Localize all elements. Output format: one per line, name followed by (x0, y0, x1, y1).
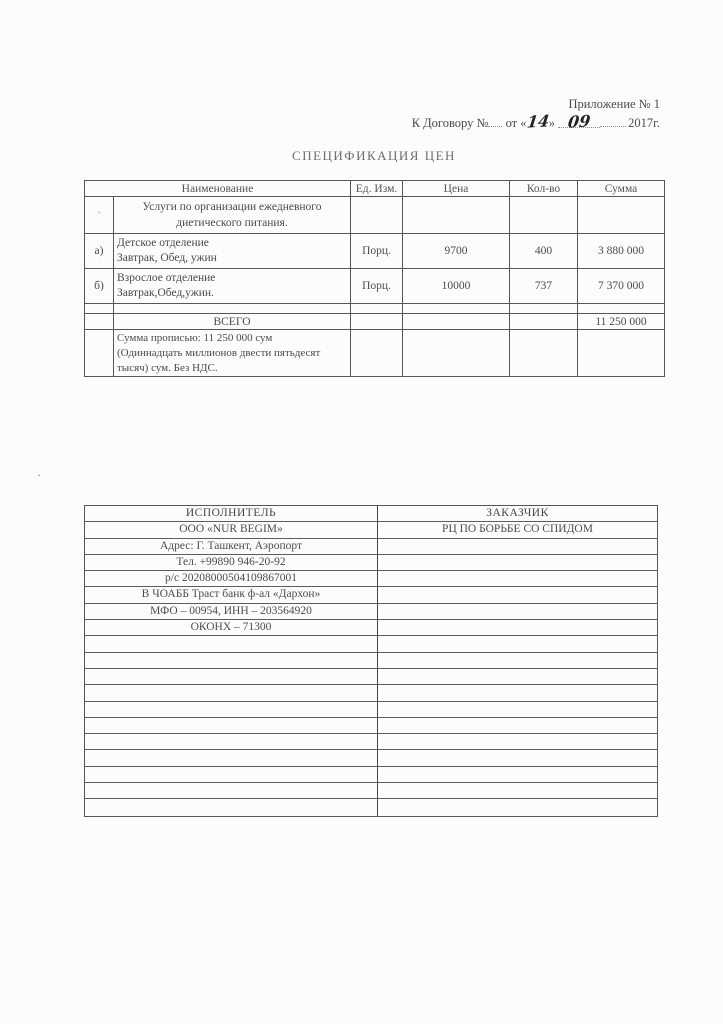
empty-cell (578, 304, 665, 314)
executor-mfo-inn-row (85, 604, 657, 620)
year-blank (600, 115, 626, 127)
row-letter-cell: б) (85, 269, 114, 304)
empty-cell (378, 783, 657, 798)
empty-cell (510, 330, 578, 377)
empty-cell (85, 314, 114, 330)
executor-okonh: ОКОНХ – 71300 (85, 620, 378, 635)
executor-header: ИСПОЛНИТЕЛЬ (85, 506, 378, 521)
empty-cell (403, 330, 510, 377)
contract-year: 2017г. (628, 116, 660, 130)
unit-cell: Порц. (351, 234, 403, 269)
spacer-row (85, 304, 665, 314)
col-header-qty: Кол-во (510, 181, 578, 197)
item-row-children-dept (85, 234, 665, 269)
empty-cell (378, 669, 657, 684)
empty-cell (351, 314, 403, 330)
appendix-label: Приложение № 1 (568, 97, 660, 111)
empty-signature-row (85, 685, 657, 701)
executor-phone-row (85, 555, 657, 571)
empty-cell (378, 653, 657, 668)
unit-cell: Порц. (351, 269, 403, 304)
customer-name: РЦ ПО БОРЬБЕ СО СПИДОМ (442, 523, 593, 536)
amount-in-words-cell (114, 330, 351, 377)
empty-cell (85, 783, 378, 798)
item-name-cell (114, 269, 351, 304)
service-name-cell (114, 197, 351, 234)
executor-account: р/с 20208000504109867001 (85, 571, 378, 586)
empty-cell (378, 636, 657, 651)
row-number-cell (85, 197, 114, 234)
empty-signature-row (85, 702, 657, 718)
empty-cell (510, 314, 578, 330)
item-row-adult-dept (85, 269, 665, 304)
price-specification-table (84, 180, 665, 377)
sum-cell: 3 880 000 (578, 234, 665, 269)
empty-cell (85, 750, 378, 765)
empty-signature-row (85, 653, 657, 669)
party-names-row (85, 522, 657, 538)
service-name-line: Услуги по организации ежедневного (142, 201, 322, 213)
empty-cell (85, 636, 378, 651)
customer-blank-cell (378, 620, 657, 635)
qty-cell: 400 (510, 234, 578, 269)
item-name-line: Детское отделение (117, 237, 209, 249)
customer-blank-cell (378, 587, 657, 602)
empty-cell (378, 702, 657, 717)
customer-blank-cell (378, 555, 657, 570)
amount-in-words-line: (Одиннадцать миллионов двести пятьдесят (117, 346, 321, 359)
price-table-header-row (85, 181, 665, 197)
document-header (300, 96, 660, 132)
contract-from-word: от (505, 116, 518, 130)
col-header-sum: Сумма (578, 181, 665, 197)
sum-cell: 7 370 000 (578, 269, 665, 304)
customer-blank-cell (378, 539, 657, 554)
customer-blank-cell (378, 604, 657, 619)
row-letter-cell: а) (85, 234, 114, 269)
empty-cell (85, 330, 114, 377)
handwritten-day: 14 (525, 111, 551, 132)
empty-signature-row (85, 750, 657, 766)
qty-cell (510, 197, 578, 234)
empty-cell (378, 734, 657, 749)
executor-address-row (85, 539, 657, 555)
empty-cell (510, 304, 578, 314)
empty-cell (85, 718, 378, 733)
amount-in-words-row (85, 330, 665, 377)
empty-cell (85, 685, 378, 700)
total-row (85, 314, 665, 330)
executor-bank: В ЧОАББ Траст банк ф-ал «Дархон» (85, 587, 378, 602)
empty-cell (85, 767, 378, 782)
sum-cell (578, 197, 665, 234)
item-name-line: Завтрак,Обед,ужин. (117, 287, 214, 299)
unit-cell (351, 197, 403, 234)
empty-cell (85, 653, 378, 668)
item-name-line: Завтрак, Обед, ужин (117, 252, 217, 264)
empty-cell (403, 314, 510, 330)
empty-cell (85, 669, 378, 684)
item-name-line: Взрослое отделение (117, 272, 216, 284)
empty-signature-row (85, 669, 657, 685)
service-description-row (85, 197, 665, 234)
empty-cell (378, 685, 657, 700)
price-cell: 9700 (403, 234, 510, 269)
empty-cell (378, 750, 657, 765)
total-label-cell: ВСЕГО (114, 314, 351, 330)
signature-details-table (84, 505, 658, 817)
scan-artifact-dot: · (37, 468, 41, 482)
executor-okonh-row (85, 620, 657, 636)
empty-rows-group (85, 636, 657, 815)
empty-cell (85, 734, 378, 749)
col-header-unit: Ед. Изм. (351, 181, 403, 197)
empty-signature-row (85, 783, 657, 799)
empty-cell (378, 767, 657, 782)
empty-signature-row (85, 718, 657, 734)
price-cell: 10000 (403, 269, 510, 304)
empty-cell (378, 718, 657, 733)
customer-blank-cell (378, 571, 657, 586)
empty-signature-row (85, 799, 657, 815)
item-name-cell (114, 234, 351, 269)
empty-cell (403, 304, 510, 314)
empty-cell (351, 330, 403, 377)
month-blank (558, 111, 600, 132)
price-cell (403, 197, 510, 234)
empty-cell (85, 799, 378, 815)
qty-cell: 737 (510, 269, 578, 304)
contract-reference-line (300, 111, 660, 132)
empty-signature-row (85, 767, 657, 783)
empty-cell (85, 304, 114, 314)
total-sum-cell: 11 250 000 (578, 314, 665, 330)
service-name-line: диетического питания. (176, 217, 288, 229)
amount-in-words-line: тысяч) сум. Без НДС. (117, 361, 218, 374)
executor-mfo-inn: МФО – 00954, ИНН – 203564920 (85, 604, 378, 619)
executor-account-row (85, 571, 657, 587)
customer-header: ЗАКАЗЧИК (486, 507, 549, 519)
amount-in-words-line: Сумма прописью: 11 250 000 сум (117, 331, 273, 344)
open-quote: « (520, 116, 527, 130)
executor-address: Адрес: Г. Ташкент, Аэропорт (85, 539, 378, 554)
col-header-name: Наименование (85, 181, 351, 197)
empty-cell (114, 304, 351, 314)
contract-number-blank (488, 115, 502, 127)
empty-cell (578, 330, 665, 377)
col-header-price: Цена (403, 181, 510, 197)
empty-cell (378, 799, 657, 815)
parties-header-row (85, 506, 657, 522)
contract-prefix: К Договору № (411, 116, 489, 130)
executor-phone: Тел. +99890 946-20-92 (85, 555, 378, 570)
empty-signature-row (85, 636, 657, 652)
executor-name: ООО «NUR BEGIM» (85, 522, 378, 537)
scan-tick-mark: ʼ (97, 210, 101, 220)
empty-cell (351, 304, 403, 314)
close-quote: » (548, 116, 556, 130)
executor-bank-row (85, 587, 657, 603)
empty-signature-row (85, 734, 657, 750)
handwritten-month: 09 (566, 111, 592, 132)
empty-cell (85, 702, 378, 717)
document-title: СПЕЦИФИКАЦИЯ ЦЕН (292, 148, 456, 163)
